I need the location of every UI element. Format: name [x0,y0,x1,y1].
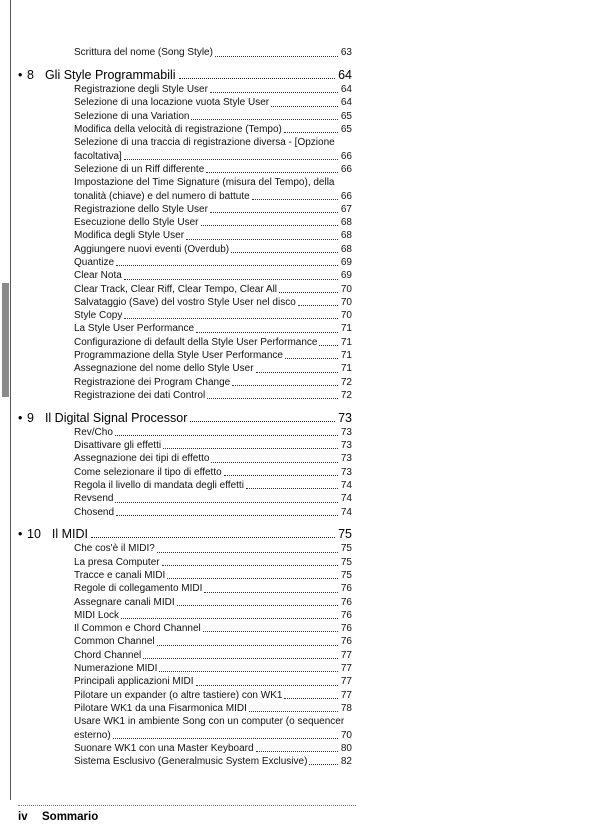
toc-entry [74,622,352,635]
toc-entry [74,452,352,465]
dot-leader [157,552,338,553]
toc-entry [74,755,352,768]
toc-entry [74,582,352,595]
toc-entry [74,466,352,479]
dot-leader [309,764,337,765]
dot-leader [204,592,337,593]
entry-row [74,362,352,375]
entry-title-line: Chord Channel [74,649,142,661]
page-number: 74 [340,493,352,505]
dot-leader [196,685,338,686]
entry-row [74,336,352,349]
entry-row [74,675,352,688]
dot-leader [177,605,338,606]
toc-entry [74,596,352,609]
entry-row [74,742,352,755]
bullet-icon: • [18,410,23,425]
entry-title-line: Clear Nota [74,270,122,282]
entry-row [74,569,352,582]
entry-row [74,46,352,59]
entry-title-line: Style Copy [74,310,123,322]
page-number: 76 [340,609,352,621]
section-number: 10 [27,527,41,542]
section-title: Gli Style Programmabili [44,68,176,83]
entry-row [74,83,352,96]
toc-entry [74,123,352,136]
dot-leader [124,318,338,319]
page-number: 82 [340,756,352,768]
entry-row [74,542,352,555]
dot-leader [256,372,338,373]
dot-leader [252,199,338,200]
entry-row [74,702,352,715]
dot-leader [232,385,338,386]
toc-entry [74,322,352,335]
page-number: 74 [340,479,352,491]
entry-row [74,439,352,452]
entry-row [74,203,352,216]
entry-title-line: Programmazione della Style User Performance [74,350,283,362]
entry-title-line: Registrazione dei Program Change [74,376,231,388]
section-title: Il Digital Signal Processor [44,410,188,425]
entry-row [74,729,352,742]
bullet-icon: • [18,527,23,542]
entry-title-line: Selezione di una locazione vuota Style User [74,97,270,109]
dot-leader [246,488,338,489]
toc-entry [74,689,352,702]
page-number: 75 [340,556,352,568]
dot-leader [124,279,338,280]
toc-entry [74,96,352,109]
dot-leader [231,252,338,253]
dot-leader [116,265,338,266]
toc-entry [74,163,352,176]
entry-title-line: Selezione di una traccia di registrazione diversa - [Opzione [74,137,335,149]
entry-row [74,110,352,123]
entry-row [74,269,352,282]
page-number: 65 [340,124,352,136]
page-number: 77 [340,689,352,701]
section-heading [18,526,352,542]
entry-row [74,163,352,176]
dot-leader [206,172,338,173]
entry-row [74,389,352,402]
entry-title-line: esterno) [74,729,111,741]
entry-row [74,216,352,229]
entry-row [74,635,352,648]
toc-entry [74,362,352,375]
entry-title-line: Common Channel [74,636,155,648]
entry-title-line: Clear Track, Clear Riff, Clear Tempo, Clear All [74,283,278,295]
page-number: 71 [340,336,352,348]
section-title: Il MIDI [51,527,89,542]
entry-row [74,596,352,609]
dot-leader [207,398,338,399]
toc-entry [74,216,352,229]
toc-entry [74,349,352,362]
entry-row [74,609,352,622]
entry-row [74,622,352,635]
page-number: 76 [340,596,352,608]
toc-entry [74,426,352,439]
entry-title-line: Disattivare gli effetti [74,440,162,452]
page-number: 72 [340,389,352,401]
dot-leader [201,225,338,226]
entry-title-line: Rev/Cho [74,426,113,438]
dot-leader [91,537,335,538]
page-number: 73 [340,466,352,478]
section-page-number: 64 [338,68,352,83]
entry-row [74,123,352,136]
entry-title-line: Registrazione degli Style User [74,84,208,96]
toc-section [0,67,592,402]
page-number: 76 [340,583,352,595]
page-number: 66 [340,150,352,162]
toc-entry [74,702,352,715]
dot-leader [179,78,336,79]
dot-leader [284,132,338,133]
page-number: 66 [340,163,352,175]
dot-leader [159,671,338,672]
entry-title-line: Esecuzione dello Style User [74,217,199,229]
section-number: 9 [27,410,34,425]
entry-row [74,376,352,389]
toc-entry [74,675,352,688]
page-number: 75 [340,543,352,555]
entry-title-line: La Style User Performance [74,323,195,335]
dot-leader [190,421,335,422]
toc-section [0,526,592,768]
entry-title-line: Come selezionare il tipo di effetto [74,466,222,478]
toc-entry [74,506,352,519]
entry-row [74,556,352,569]
dot-leader [211,462,337,463]
entry-row [74,506,352,519]
entry-title-line: MIDI Lock [74,609,120,621]
entry-row [74,426,352,439]
dot-leader [210,212,338,213]
page-number: 80 [340,742,352,754]
entry-title-line: Selezione di una Variation [74,110,190,122]
entry-title-line: Modifica degli Style User [74,230,185,242]
entry-title-line: Numerazione MIDI [74,663,158,675]
entry-row [74,349,352,362]
page-number: 70 [340,729,352,741]
page-number: 65 [340,110,352,122]
toc-entry [74,389,352,402]
entry-title-line: Salvataggio (Save) del vostro Style User nel disco [74,296,296,308]
entry-title-line: Regola il livello di mandata degli effetti [74,479,244,491]
section-heading [18,410,352,426]
page-number: 75 [340,569,352,581]
page-number: 66 [340,190,352,202]
dot-leader [116,515,338,516]
dot-leader [113,738,338,739]
page-number: 73 [340,426,352,438]
entry-title-line: Sistema Esclusivo (Generalmusic System Exclusive) [74,756,308,768]
entry-title-line: Pilotare un expander (o altre tastiere) con WK1 [74,689,283,701]
entry-title-line: Il Common e Chord Channel [74,623,201,635]
page-number: 73 [340,453,352,465]
entry-title-line: Suonare WK1 con una Master Keyboard [74,742,254,754]
toc-entry [74,46,352,59]
dot-leader [210,92,338,93]
page-number: 71 [340,350,352,362]
entry-row [74,479,352,492]
dot-leader [256,751,338,752]
entry-title-line: Revsend [74,493,114,505]
page-number: 76 [340,623,352,635]
entry-title-line: Pilotare WK1 da una Fisarmonica MIDI [74,702,247,714]
toc-entry [74,715,352,742]
entry-title-line: Usare WK1 in ambiente Song con un computer (o sequencer [74,716,345,728]
entry-title-line: Modifica della velocità di registrazione (Tempo) [74,124,282,136]
toc-entry [74,176,352,203]
entry-title-line: Principali applicazioni MIDI [74,676,194,688]
entry-title-line: Aggiungere nuovi eventi (Overdub) [74,243,230,255]
page-number: 73 [340,440,352,452]
dot-leader [186,239,338,240]
dot-leader [215,56,338,57]
entry-row [74,466,352,479]
toc-entry [74,609,352,622]
entry-title-line: Assegnazione dei tipi di effetto [74,453,210,465]
entry-row [74,150,352,163]
entry-title-line: Che cos'è il MIDI? [74,543,155,555]
dot-leader [271,106,338,107]
toc-entry [74,136,352,163]
toc-entry [74,203,352,216]
entry-row [74,243,352,256]
dot-leader [162,565,338,566]
page-number: 68 [340,243,352,255]
toc-entry [74,296,352,309]
toc-entry [74,269,352,282]
entry-title-line: Selezione di un Riff differente [74,163,205,175]
section-heading [18,67,352,83]
entry-title-line: tonalità (chiave) e del numero di battute [74,190,250,202]
bullet-icon: • [18,68,23,83]
dot-leader [157,645,338,646]
page-number: 70 [340,296,352,308]
dot-leader [298,305,338,306]
entry-title-line: Registrazione dei dati Control [74,389,206,401]
toc-entry [74,309,352,322]
dot-leader [224,475,338,476]
toc-entry [74,479,352,492]
dot-leader [124,159,338,160]
entry-title-line: Configurazione di default della Style User Performance [74,336,318,348]
entry-row [74,309,352,322]
entry-row [74,689,352,702]
entry-title-line: Assegnazione del nome dello Style User [74,363,254,375]
page-number: 68 [340,230,352,242]
page-number: 63 [340,47,352,59]
section-page-number: 75 [338,527,352,542]
entry-row [74,96,352,109]
dot-leader [319,345,337,346]
entry-row [74,649,352,662]
dot-leader [115,435,338,436]
toc-entry [74,229,352,242]
footer-dotted-rule [18,805,356,806]
page-number: 72 [340,376,352,388]
toc-entry [74,742,352,755]
toc-entry [74,662,352,675]
toc-section [0,410,592,519]
dot-leader [196,332,338,333]
toc-entry [74,439,352,452]
section-number: 8 [27,68,34,83]
page-number: 67 [340,203,352,215]
entry-title-line: Chosend [74,506,115,518]
dot-leader [115,502,337,503]
entry-row [74,582,352,595]
entry-title-line: Quantize [74,257,115,268]
page-number: 64 [340,84,352,96]
page-number: 74 [340,506,352,518]
page-number: 77 [340,663,352,675]
entry-row [74,322,352,335]
page-number: 78 [340,702,352,714]
page-number: 69 [340,270,352,282]
entry-row [74,755,352,768]
dot-leader [121,618,338,619]
toc-entry [74,556,352,569]
section-page-number: 73 [338,410,352,425]
entry-title-line: Impostazione del Time Signature (misura del Tempo), della [74,177,335,189]
entry-title-line: Registrazione dello Style User [74,203,208,215]
toc-entry [74,542,352,555]
toc-entry [74,569,352,582]
dot-leader [143,658,338,659]
entry-row [74,296,352,309]
toc-entry [74,635,352,648]
dot-leader [163,448,338,449]
page-number: 70 [340,310,352,322]
entry-row [74,492,352,505]
toc-entry [74,283,352,296]
toc-entry [74,376,352,389]
page-number: 71 [340,363,352,375]
toc-entry [74,243,352,256]
footer-title: Sommario [42,811,99,823]
page-number: 70 [340,283,352,295]
toc-entry [74,649,352,662]
page-number: 69 [340,257,352,268]
footer-page-label: iv [18,811,28,823]
page-number: 76 [340,636,352,648]
entry-title-line: Tracce e canali MIDI [74,569,166,581]
entry-title-line: facoltativa] [74,150,122,162]
page-number: 71 [340,323,352,335]
entry-title-line: Regole di collegamento MIDI [74,583,203,595]
toc-entry [74,336,352,349]
toc-entry [74,256,352,269]
dot-leader [285,358,338,359]
dot-leader [279,292,338,293]
page-number: 64 [340,97,352,109]
table-of-contents [0,46,592,768]
entry-row [74,190,352,203]
entry-row [74,662,352,675]
page-number: 77 [340,676,352,688]
dot-leader [167,578,338,579]
dot-leader [203,631,338,632]
dot-leader [284,698,337,699]
page-number: 68 [340,217,352,229]
entry-title-line: Scrittura del nome (Song Style) [74,47,213,59]
toc-entry [74,492,352,505]
entry-row [74,229,352,242]
entry-title-line: La presa Computer [74,556,160,568]
dot-leader [249,711,338,712]
toc-entry [74,110,352,123]
dot-leader [191,119,337,120]
page-number: 77 [340,649,352,661]
entry-title-line: Assegnare canali MIDI [74,596,175,608]
entry-row [74,452,352,465]
toc-entry [74,83,352,96]
entry-row [74,256,352,269]
entry-row [74,283,352,296]
